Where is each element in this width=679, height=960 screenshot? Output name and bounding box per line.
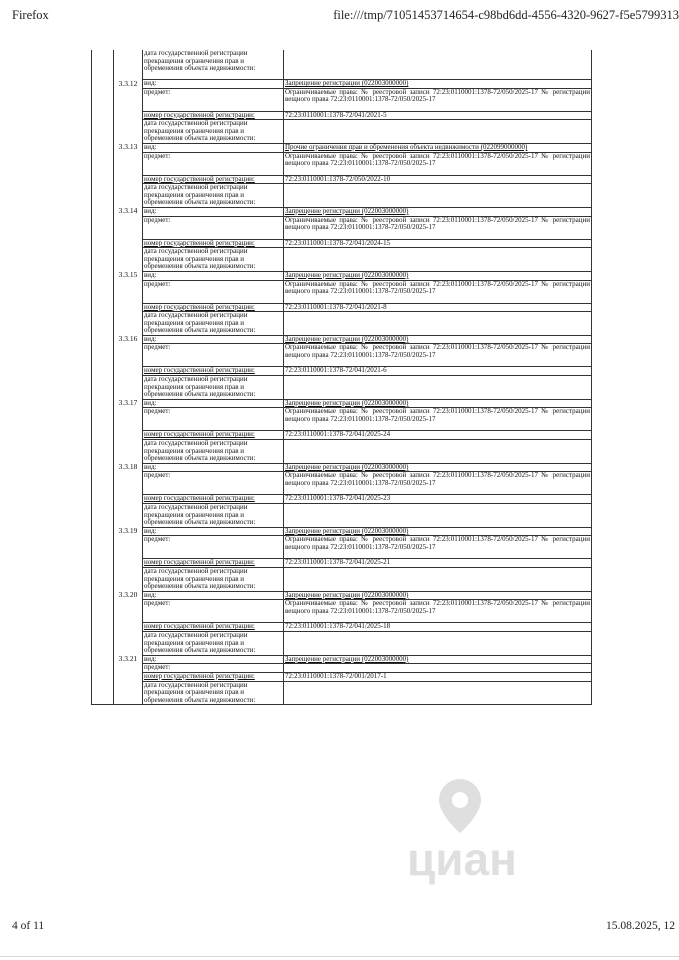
page-indicator: 4 of 11 [12,920,45,932]
label-reg-number: номер государственной регистрации: [143,495,284,504]
page-url: file:///tmp/71051453714654-c98bd6dd-4556-4320-9627-f5e5799313 [333,8,679,22]
entry-row [92,120,592,144]
entry-row [92,567,592,591]
entry-number: 3.3.18 [114,463,143,527]
value-subject: Ограничиваемые права: № реестровой записи 72:23:0110001:1378-72/050/2025-17 № регистрации вещного права 72:23:0110001:1378-72/050/2025-17 [284,88,592,111]
entry-number: 3.3.15 [114,271,143,335]
label-subject: предмет: [143,472,284,495]
print-datetime: 15.08.2025, 12 [606,920,675,932]
label-reg-number: номер государственной регистрации: [143,367,284,376]
label-subject: предмет: [143,536,284,559]
entry-row [92,631,592,655]
entry-row [92,271,592,280]
entry-row [92,312,592,336]
label-kind: вид: [143,655,284,664]
entry-number: 3.3.16 [114,335,143,399]
value-termination [284,440,592,464]
label-subject: предмет: [143,88,284,111]
label-kind: вид: [143,335,284,344]
entry-number: 3.3.14 [114,207,143,271]
entry-row [92,527,592,536]
entry-number: 3.3.19 [114,527,143,591]
encumbrance-table [91,50,592,705]
entry-row [92,184,592,208]
value-termination [284,504,592,528]
value-reg-number: 72:23:0110001:1378-72/041/2021-6 [284,367,592,376]
value-termination [284,184,592,208]
label-kind: вид: [143,399,284,408]
label-subject: предмет: [143,664,284,673]
value-termination [284,567,592,591]
entry-row [92,408,592,431]
value-kind: Запрещение регистрации (022003000000) [284,399,592,408]
label-reg-number: номер государственной регистрации: [143,431,284,440]
entry-row [92,431,592,440]
value-termination [284,376,592,400]
entry-row [92,80,592,89]
entry-number: 3.3.13 [114,143,143,207]
value-reg-number: 72:23:0110001:1378-72/041/2024-15 [284,239,592,248]
value-reg-number: 72:23:0110001:1378-72/041/2025-18 [284,623,592,632]
entry-row [92,376,592,400]
value-termination [284,248,592,272]
value-reg-number: 72:23:0110001:1378-72/001/2017-1 [284,672,592,681]
entry-row [92,681,592,705]
value-reg-number: 72:23:0110001:1378-72/041/2021-5 [284,111,592,120]
entry-row [92,367,592,376]
browser-app-name: Firefox [12,8,49,22]
label-termination: дата государственной регистрации прекращения ограничения прав и обременения объекта недвижимости: [143,440,284,464]
label-kind: вид: [143,591,284,600]
entry-row [92,280,592,303]
entry-row [92,152,592,175]
label-termination: дата государственной регистрации прекращения ограничения прав и обременения объекта недвижимости: [143,248,284,272]
value-subject: Ограничиваемые права: № реестровой записи 72:23:0110001:1378-72/050/2025-17 № регистрации вещного права 72:23:0110001:1378-72/050/2025-17 [284,280,592,303]
label-termination: дата государственной регистрации прекращения ограничения прав и обременения объекта недвижимости: [143,312,284,336]
label-subject: предмет: [143,344,284,367]
value-termination [284,312,592,336]
label-reg-number: номер государственной регистрации: [143,623,284,632]
value-subject: Ограничиваемые права: № реестровой записи 72:23:0110001:1378-72/050/2025-17 № регистрации вещного права 72:23:0110001:1378-72/050/2025-17 [284,152,592,175]
cian-location-pin-icon [439,779,481,833]
label-termination: дата государственной регистрации прекращения ограничения прав и обременения объекта недвижимости: [143,681,284,705]
label-termination: дата государственной регистрации прекращения ограничения прав и обременения объекта недвижимости: [143,120,284,144]
entry-row [92,655,592,664]
entry-row [92,303,592,312]
value-kind: Запрещение регистрации (022003000000) [284,335,592,344]
label-termination: дата государственной регистрации прекращения ограничения прав и обременения объекта недвижимости: [143,376,284,400]
label-reg-number: номер государственной регистрации: [143,303,284,312]
value-kind: Запрещение регистрации (022003000000) [284,655,592,664]
label-termination: дата государственной регистрации прекращения ограничения прав и обременения объекта недвижимости: [143,631,284,655]
value-reg-number: 72:23:0110001:1378-72/041/2025-23 [284,495,592,504]
value-subject: Ограничиваемые права: № реестровой записи 72:23:0110001:1378-72/050/2025-17 № регистрации вещного права 72:23:0110001:1378-72/050/2025-17 [284,216,592,239]
value-kind: Запрещение регистрации (022003000000) [284,271,592,280]
value-kind: Запрещение регистрации (022003000000) [284,463,592,472]
value-termination [284,120,592,144]
entry-row [92,248,592,272]
entry-row [92,88,592,111]
label-kind: вид: [143,271,284,280]
value-subject: Ограничиваемые права: № реестровой записи 72:23:0110001:1378-72/050/2025-17 № регистрации вещного права 72:23:0110001:1378-72/050/2025-17 [284,600,592,623]
entry-number: 3.3.12 [114,80,143,144]
entry-row [92,559,592,568]
label-termination: дата государственной регистрации прекращения ограничения прав и обременения объекта недвижимости: [143,504,284,528]
entry-row [92,623,592,632]
value-kind: Прочие ограничения прав и обременения объекта недвижимости (022099000000) [284,143,592,152]
label-reg-number: номер государственной регистрации: [143,175,284,184]
label-subject: предмет: [143,600,284,623]
entry-row [92,463,592,472]
value-reg-number: 72:23:0110001:1378-72/041/2021-8 [284,303,592,312]
value-kind: Запрещение регистрации (022003000000) [284,80,592,89]
carryover-label: дата государственной регистрации прекращения ограничения прав и обременения объекта недвижимости: [143,50,284,80]
entry-row [92,672,592,681]
value-kind: Запрещение регистрации (022003000000) [284,591,592,600]
value-subject [284,664,592,673]
cian-watermark [405,775,580,885]
entry-number: 3.3.21 [114,655,143,705]
value-reg-number: 72:23:0110001:1378-72/041/2025-21 [284,559,592,568]
label-reg-number: номер государственной регистрации: [143,672,284,681]
label-subject: предмет: [143,408,284,431]
label-reg-number: номер государственной регистрации: [143,111,284,120]
watermark-text: циан [407,833,517,885]
label-termination: дата государственной регистрации прекращения ограничения прав и обременения объекта недвижимости: [143,567,284,591]
label-subject: предмет: [143,216,284,239]
entry-row [92,600,592,623]
label-kind: вид: [143,207,284,216]
value-reg-number: 72:23:0110001:1378-72/050/2022-10 [284,175,592,184]
entry-row [92,344,592,367]
entry-row [92,111,592,120]
label-reg-number: номер государственной регистрации: [143,239,284,248]
label-kind: вид: [143,463,284,472]
entry-row [92,495,592,504]
entry-row [92,335,592,344]
label-reg-number: номер государственной регистрации: [143,559,284,568]
entry-row [92,143,592,152]
label-kind: вид: [143,527,284,536]
value-subject: Ограничиваемые права: № реестровой записи 72:23:0110001:1378-72/050/2025-17 № регистрации вещного права 72:23:0110001:1378-72/050/2025-17 [284,472,592,495]
page-bottom-divider [0,956,679,957]
entry-row [92,440,592,464]
value-termination [284,681,592,705]
entry-number: 3.3.17 [114,399,143,463]
label-subject: предмет: [143,152,284,175]
value-subject: Ограничиваемые права: № реестровой записи 72:23:0110001:1378-72/050/2025-17 № регистрации вещного права 72:23:0110001:1378-72/050/2025-17 [284,408,592,431]
entry-row [92,399,592,408]
value-reg-number: 72:23:0110001:1378-72/041/2025-24 [284,431,592,440]
entry-row [92,536,592,559]
label-termination: дата государственной регистрации прекращения ограничения прав и обременения объекта недвижимости: [143,184,284,208]
entry-row [92,216,592,239]
entry-number: 3.3.20 [114,591,143,655]
value-subject: Ограничиваемые права: № реестровой записи 72:23:0110001:1378-72/050/2025-17 № регистрации вещного права 72:23:0110001:1378-72/050/2025-17 [284,536,592,559]
entry-row [92,472,592,495]
entry-row [92,207,592,216]
carryover-row [92,50,592,80]
registry-document [91,50,591,705]
entry-row [92,239,592,248]
label-kind: вид: [143,80,284,89]
label-kind: вид: [143,143,284,152]
entry-row [92,664,592,673]
value-kind: Запрещение регистрации (022003000000) [284,207,592,216]
entry-row [92,504,592,528]
entry-row [92,175,592,184]
value-subject: Ограничиваемые права: № реестровой записи 72:23:0110001:1378-72/050/2025-17 № регистрации вещного права 72:23:0110001:1378-72/050/2025-17 [284,344,592,367]
value-kind: Запрещение регистрации (022003000000) [284,527,592,536]
entry-row [92,591,592,600]
value-termination [284,631,592,655]
label-subject: предмет: [143,280,284,303]
